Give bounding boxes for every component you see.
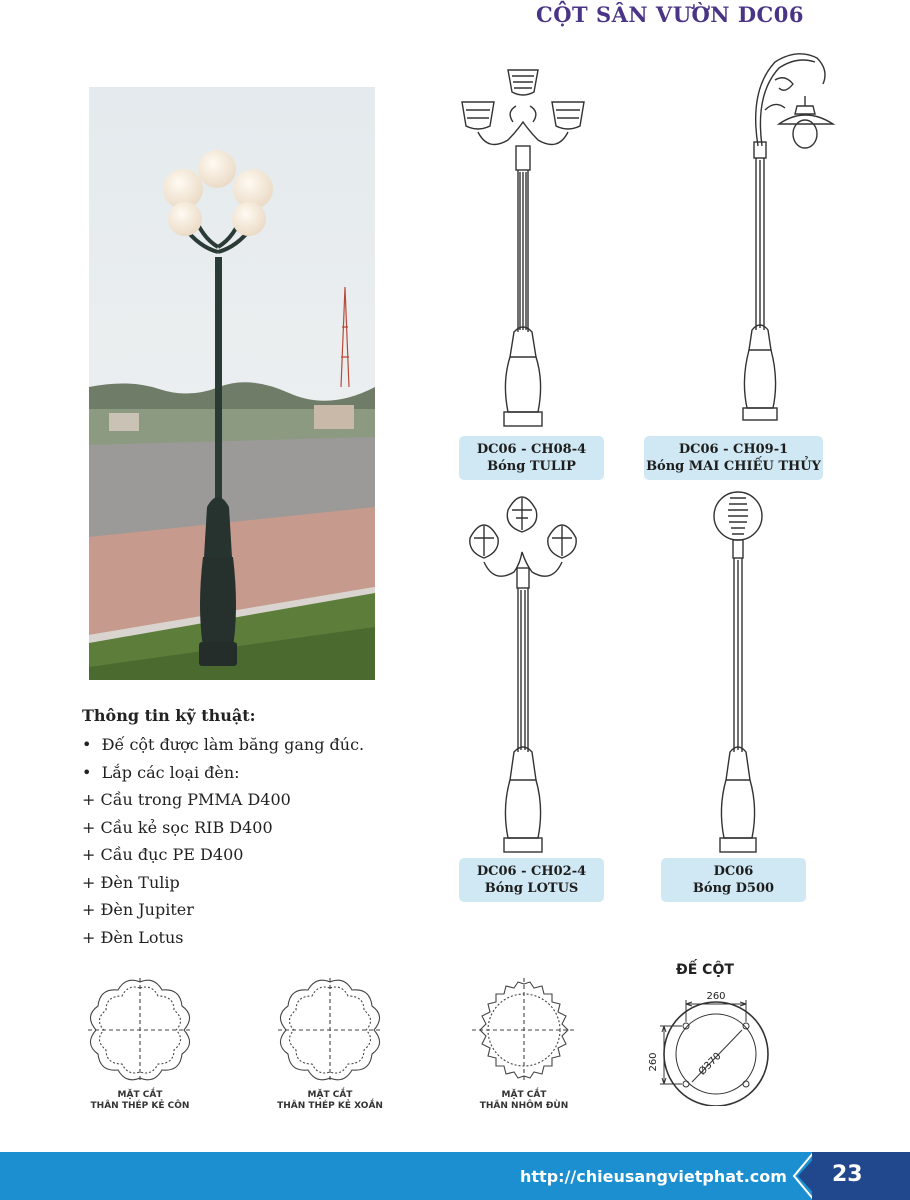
technical-specs xyxy=(82,706,364,951)
spec-lamp: + Đèn Tulip xyxy=(82,872,180,892)
spec-lamp: + Cầu trong PMMA D400 xyxy=(82,790,291,809)
model-bulb: Bóng D500 xyxy=(692,881,775,896)
model-bulb: Bóng MAI CHIẾU THỦY xyxy=(646,459,821,474)
model-code: DC06 - CH08-4 xyxy=(476,442,587,457)
model-label-ch09-1 xyxy=(644,436,823,480)
model-code: DC06 - CH09-1 xyxy=(678,442,789,457)
model-label-ch02-4 xyxy=(459,858,604,902)
base-diameter-dimension: Ø370 xyxy=(696,1050,724,1078)
cross-section-caption: MẶT CẮT THÂN NHÔM ĐÙN xyxy=(479,1090,569,1111)
cross-section-tapered xyxy=(88,978,192,1082)
base-width-dimension: 260 xyxy=(706,991,726,1002)
spec-bullet: • Đế cột được làm băng gang đúc. xyxy=(82,735,365,754)
spec-lamp: + Cầu đục PE D400 xyxy=(82,845,244,864)
lamp-drawing-ch09-1 xyxy=(735,50,840,425)
base-plate-drawing xyxy=(640,986,790,1106)
model-bulb: Bóng LOTUS xyxy=(484,881,579,896)
base-title: ĐẾ CỘT xyxy=(676,962,734,978)
model-label-d500 xyxy=(661,858,806,902)
spec-lamp: + Cầu kẻ sọc RIB D400 xyxy=(82,817,273,837)
spec-lamp: + Đèn Lotus xyxy=(82,927,184,947)
spec-bullet: • Lắp các loại đèn: xyxy=(82,762,240,782)
cross-section-twisted xyxy=(278,978,382,1082)
cross-section-caption: MẶT CẮT THÂN THÉP KẺ XOẮN xyxy=(277,1090,383,1111)
spec-lamp: + Đèn Jupiter xyxy=(82,900,194,919)
model-code: DC06 xyxy=(713,864,754,879)
model-label-ch08-4 xyxy=(459,436,604,480)
specs-heading: Thông tin kỹ thuật: xyxy=(82,706,256,725)
lamp-drawing-ch08-4 xyxy=(458,62,588,432)
model-bulb: Bóng TULIP xyxy=(487,459,576,474)
lamp-drawing-d500 xyxy=(706,490,770,855)
page-number: 23 xyxy=(832,1162,863,1187)
website-link[interactable]: http://chieusangvietphat.com xyxy=(520,1167,787,1186)
page-title: CỘT SÂN VƯỜN DC06 xyxy=(536,2,804,27)
lamp-photo xyxy=(89,87,375,680)
base-height-dimension: 260 xyxy=(648,1052,659,1072)
model-code: DC06 - CH02-4 xyxy=(476,864,587,879)
lamp-drawing-ch02-4 xyxy=(464,490,584,855)
cross-section-extruded xyxy=(472,978,576,1082)
cross-section-caption: MẶT CẮT THÂN THÉP KẺ CÔN xyxy=(90,1090,190,1111)
